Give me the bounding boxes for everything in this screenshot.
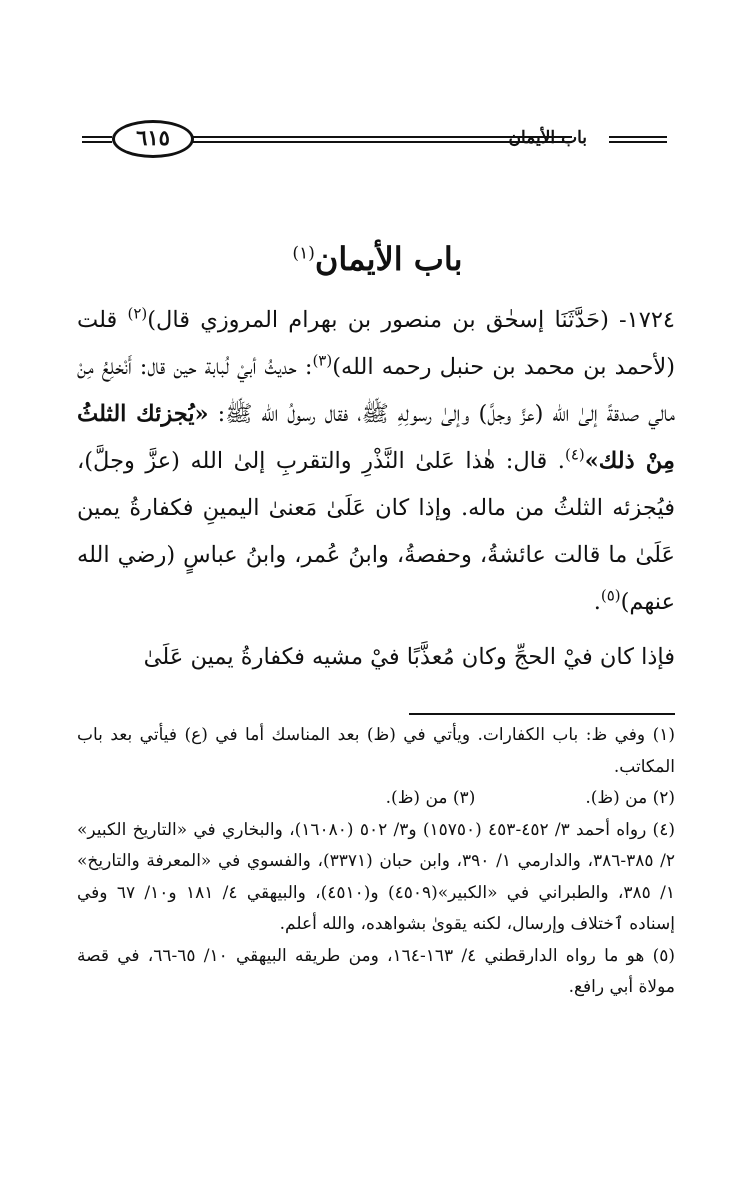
footnote-4: (٤) رواه أحمد ٣/ ٤٥٢-٤٥٣ (١٥٧٥٠) و٣/ ٥٠٢ (١٦٠٨٠)، والبخاري في «التاريخ الكبير» ٢/ ٣٨٥-٣٨٦، والدارمي ١/ ٣٩٠، وابن حبان (٣٣٧١)، والفسوي في «المعرفة والتاريخ» ١/ ٣٨٥، والطبراني في «الكبير»(٤٥٠٩) و(٤٥١٠)، والبيهقي ٤/ ١٨١ و١٠/ ٦٧ وفي إسناده ٱختلاف وإرسال، لكنه يقوىٰ بشواهده، والله أعلم. bbox=[77, 819, 675, 934]
footnote-ref-4: (٤) bbox=[564, 445, 585, 464]
hadith-text-part-2: قلت (لأحمد بن محمد بن حنبل رحمه الله) bbox=[77, 307, 675, 380]
hadith-text-part-1: ١٧٢٤- (حَدَّثَنَا إسحٰق بن منصور بن بهرام المروزي قال) bbox=[147, 307, 676, 333]
hadith-text-part-3: : حديثُ أبيْ لُبابة حين قال: أَنْخلِعُ مِنْ مالي صدقةً إلىٰ الله (عزَّ وجلَّ) وإلىٰ رسولِهِ ﷺ، فقال رسولُ الله ﷺ: bbox=[77, 354, 675, 427]
footnote-separator bbox=[409, 713, 675, 715]
footnote-5: (٥) هو ما رواه الدارقطني ٤/ ١٦٣-١٦٤، ومن طريقه البيهقي ١٠/ ٦٥-٦٦، في قصة مولاة أبي رافع. bbox=[77, 945, 675, 997]
hadith-paragraph bbox=[77, 297, 675, 626]
header-rule-right bbox=[609, 136, 667, 143]
chapter-heading bbox=[0, 240, 755, 278]
footnote-row-2-3 bbox=[77, 783, 675, 815]
running-header bbox=[82, 118, 667, 164]
footnote-ref-3: (٣) bbox=[312, 351, 333, 370]
footnotes bbox=[77, 720, 675, 1004]
footnote-1: (١) وفي ظ: باب الكفارات. ويأتي في (ظ) بعد المناسك أما في (ع) فيأتي بعد باب المكاتب. bbox=[77, 725, 675, 777]
footnote-2: (٢) من (ظ). bbox=[585, 788, 675, 808]
footnote-ref-5: (٥) bbox=[600, 586, 621, 605]
footnote-3: (٣) من (ظ). bbox=[385, 788, 476, 808]
hadith-text-part-5: . bbox=[593, 589, 601, 615]
chapter-title: باب الأيمان bbox=[314, 240, 463, 278]
hadith-text-part-4: . قال: هٰذا عَلىٰ النَّذْرِ والتقربِ إلىٰ الله (عزَّ وجلَّ)، فيُجزئه الثلثُ من ماله. وإذا كان عَلَىٰ مَعنىٰ اليمينِ فكفارةُ يمين عَلَىٰ ما قالت عائشةُ، وحفصةُ، وابنُ عُمر، وابنُ عباسٍ (رضي الله عنهم) bbox=[77, 448, 675, 615]
main-text bbox=[77, 297, 675, 681]
page-number: ٦١٥ bbox=[112, 120, 194, 158]
continuation-paragraph: فإذا كان فيْ الحجِّ وكان مُعذَّبًا فيْ مشيه فكفارةُ يمين عَلَىٰ bbox=[143, 644, 675, 670]
chapter-footnote-mark: (١) bbox=[292, 243, 315, 264]
header-title: باب الأيمان bbox=[508, 128, 587, 148]
header-rule-long bbox=[192, 136, 572, 143]
header-rule-left bbox=[82, 136, 112, 143]
prophetic-quote: «يُجزئك الثلثُ مِنْ ذلك» bbox=[77, 401, 675, 474]
footnote-ref-2: (٢) bbox=[127, 304, 148, 323]
